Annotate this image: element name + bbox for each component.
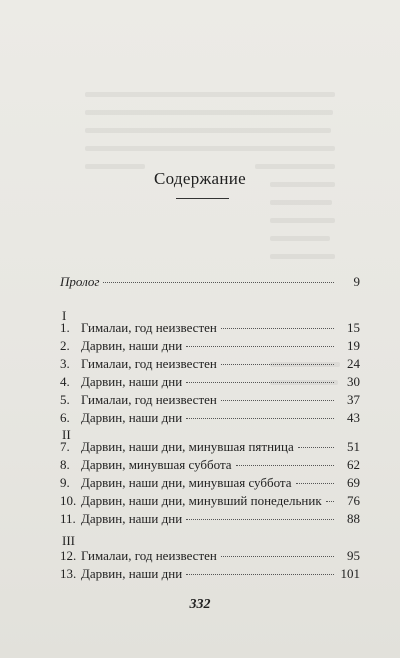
toc-entry-label: Дарвин, наши дни, минувшая суббота: [81, 475, 292, 490]
toc-entry: [60, 409, 360, 427]
toc-entry-label: Дарвин, минувшая суббота: [81, 457, 232, 472]
toc-entry: [60, 373, 360, 391]
dot-leader: [186, 346, 334, 347]
toc-entry-number: 13.: [60, 566, 77, 581]
section-label-1: I: [62, 308, 67, 323]
dot-leader: [186, 382, 334, 383]
toc-entry-page: 76: [347, 493, 360, 508]
dot-leader: [296, 483, 334, 484]
contents-title: Содержание: [153, 169, 247, 188]
dot-leader: [221, 328, 334, 329]
toc-entry: [60, 391, 360, 409]
toc-entry-number: 4.: [60, 374, 70, 389]
section-label-2: II: [62, 427, 71, 442]
toc-entry: [60, 492, 360, 510]
toc-entry-number: 7.: [60, 439, 70, 454]
toc-entry-number: 9.: [60, 475, 70, 490]
toc-entry-page: 24: [347, 356, 360, 371]
toc-entry-label: Дарвин, наши дни: [81, 374, 183, 389]
toc-entry-page: 19: [347, 338, 360, 353]
toc-entry: [60, 565, 360, 583]
toc-entry-page: 51: [347, 439, 360, 454]
dot-leader: [326, 501, 334, 502]
toc-entry-label: Пролог: [60, 274, 100, 289]
toc-entry: [60, 438, 360, 456]
toc-entry: [60, 319, 360, 337]
toc-entry-page: 37: [347, 392, 360, 407]
toc-entry-number: 6.: [60, 410, 70, 425]
toc-entry-page: 95: [347, 548, 360, 563]
toc-entry-label: Гималаи, год неизвестен: [81, 548, 217, 563]
toc-entry-label: Дарвин, наши дни: [81, 338, 183, 353]
dot-leader: [298, 447, 334, 448]
dot-leader: [221, 364, 334, 365]
dot-leader: [186, 519, 334, 520]
dot-leader: [186, 418, 334, 419]
toc-entry-label: Гималаи, год неизвестен: [81, 356, 217, 371]
page-number: 332: [189, 597, 211, 612]
toc-entry-label: Дарвин, наши дни: [81, 566, 183, 581]
toc-entry-number: 12.: [60, 548, 77, 563]
toc-entry-page: 88: [347, 511, 360, 526]
toc-entry: [60, 337, 360, 355]
toc-entry-page: 30: [347, 374, 360, 389]
dot-leader: [103, 282, 334, 283]
toc-entry-page: 101: [340, 566, 360, 581]
toc-entry-page: 15: [347, 320, 360, 335]
toc-entry-prologue: [60, 273, 360, 291]
dot-leader: [186, 574, 334, 575]
toc-entry: [60, 510, 360, 528]
toc-entry-label: Дарвин, наши дни: [81, 511, 183, 526]
toc-entry: [60, 474, 360, 492]
toc-entry-page: 62: [347, 457, 360, 472]
title-divider: [176, 198, 229, 199]
toc-entry-number: 10.: [60, 493, 77, 508]
toc-entry-page: 69: [347, 475, 360, 490]
toc-entry-label: Дарвин, наши дни, минувшая пятница: [81, 439, 294, 454]
toc-entry-page: 43: [347, 410, 360, 425]
toc-entry-number: 1.: [60, 320, 70, 335]
toc-entry-page: 9: [353, 274, 360, 289]
toc-entry-number: 11.: [60, 511, 76, 526]
dot-leader: [236, 465, 334, 466]
toc-entry-label: Дарвин, наши дни: [81, 410, 183, 425]
toc-entry-number: 5.: [60, 392, 70, 407]
toc-entry: [60, 547, 360, 565]
dot-leader: [221, 556, 334, 557]
toc-entry: [60, 456, 360, 474]
toc-entry: [60, 355, 360, 373]
section-label-3: III: [62, 533, 75, 548]
dot-leader: [221, 400, 334, 401]
toc-entry-label: Гималаи, год неизвестен: [81, 320, 217, 335]
toc-entry-number: 3.: [60, 356, 70, 371]
toc-entry-number: 8.: [60, 457, 70, 472]
toc-entry-label: Гималаи, год неизвестен: [81, 392, 217, 407]
toc-entry-label: Дарвин, наши дни, минувший понедельник: [81, 493, 322, 508]
toc-entry-number: 2.: [60, 338, 70, 353]
